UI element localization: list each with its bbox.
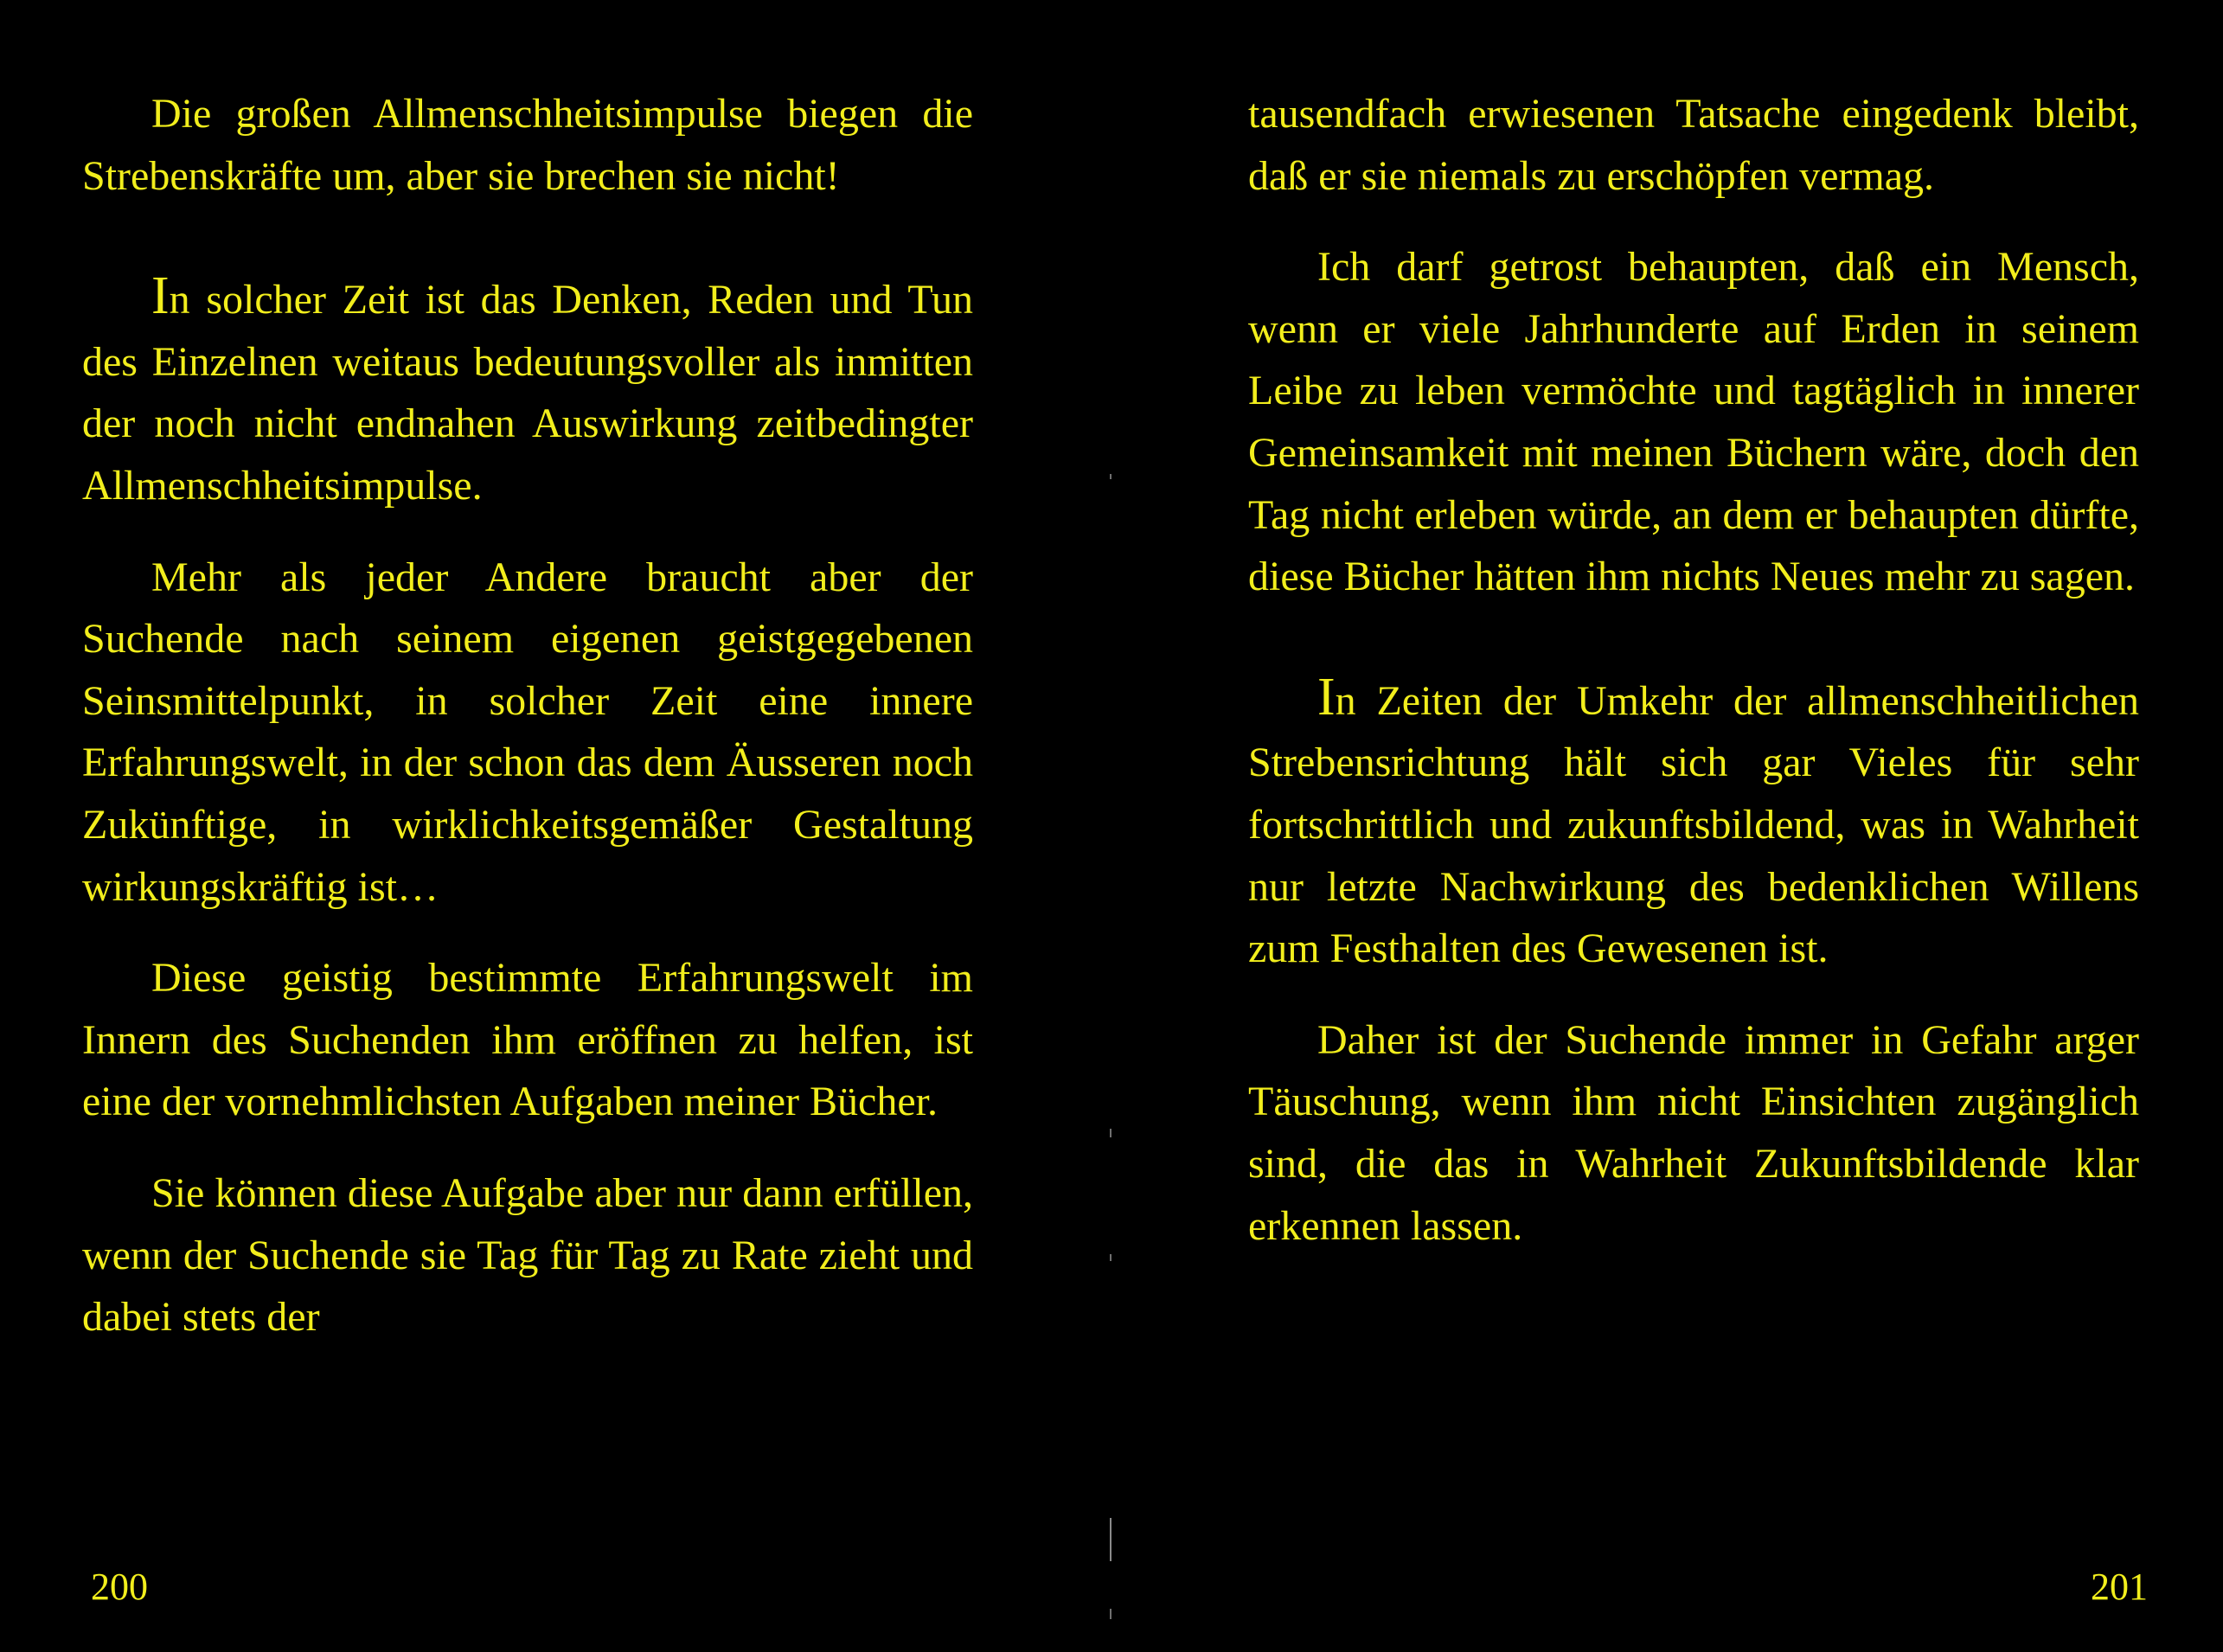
page-number: 200: [91, 1566, 148, 1608]
page-number: 201: [2091, 1566, 2148, 1608]
paragraph: In solcher Zeit ist das Denken, Reden und Tun des Einzelnen weitaus bedeutungsvoller als inmitten der noch nicht endnahen Auswirkung zeitbedingter Allmenschheitsimpulse.: [82, 266, 973, 509]
right-page-text: [1248, 83, 2139, 1257]
right-page: [1112, 0, 2223, 1652]
paragraph: Daher ist der Suchende immer in Gefahr arger Täuschung, wenn ihm nicht Einsichten zugänglich sind, die das in Wahrheit Zukunftsbildende klar erkennen lassen.: [1248, 1016, 2139, 1249]
paragraph: Diese geistig bestimmte Erfahrungswelt im Innern des Suchenden ihm eröffnen zu helfen, ist eine der vornehmlichsten Aufgaben meiner Bücher.: [82, 955, 973, 1125]
paragraph: Mehr als jeder Andere braucht aber der Suchende nach seinem eigenen geistgegebenen Seinsmittelpunkt, in solcher Zeit eine innere Erfahrungswelt, in der schon das dem Äusseren noch Zukünftige, in wirklichkeitsgemäßer Gestaltung wirkungskräftig ist…: [82, 554, 973, 910]
paragraph: Ich darf getrost behaupten, daß ein Mensch, wenn er viele Jahrhunderte auf Erden in seinem Leibe zu leben vermöchte und tagtäglich in innerer Gemeinsamkeit mit meinen Büchern wäre, doch den Tag nicht erleben würde, an dem er behaupten dürfte, diese Bücher hätten ihm nichts Neues mehr zu sagen.: [1248, 244, 2139, 600]
left-page-text: [82, 83, 973, 1348]
paragraph: Die großen Allmenschheitsimpulse biegen die Strebenskräfte um, aber sie brechen sie nicht!: [82, 91, 973, 199]
initial-letter: I: [1317, 667, 1336, 727]
paragraph: In Zeiten der Umkehr der allmenschheitlichen Strebensrichtung hält sich gar Vieles für sehr fortschrittlich und zukunftsbildend, was in Wahrheit nur letzte Nachwirkung des bedenklichen Willens zum Festhalten des Gewesenen ist.: [1248, 667, 2139, 972]
initial-letter: I: [151, 266, 170, 326]
paragraph: Sie können diese Aufgabe aber nur dann erfüllen, wenn der Suchende sie Tag für Tag zu Rate zieht und dabei stets der: [82, 1169, 973, 1341]
paragraph: tausendfach erwiesenen Tatsache eingedenk bleibt, daß er sie niemals zu erschöpfen vermag.: [1248, 91, 2139, 199]
